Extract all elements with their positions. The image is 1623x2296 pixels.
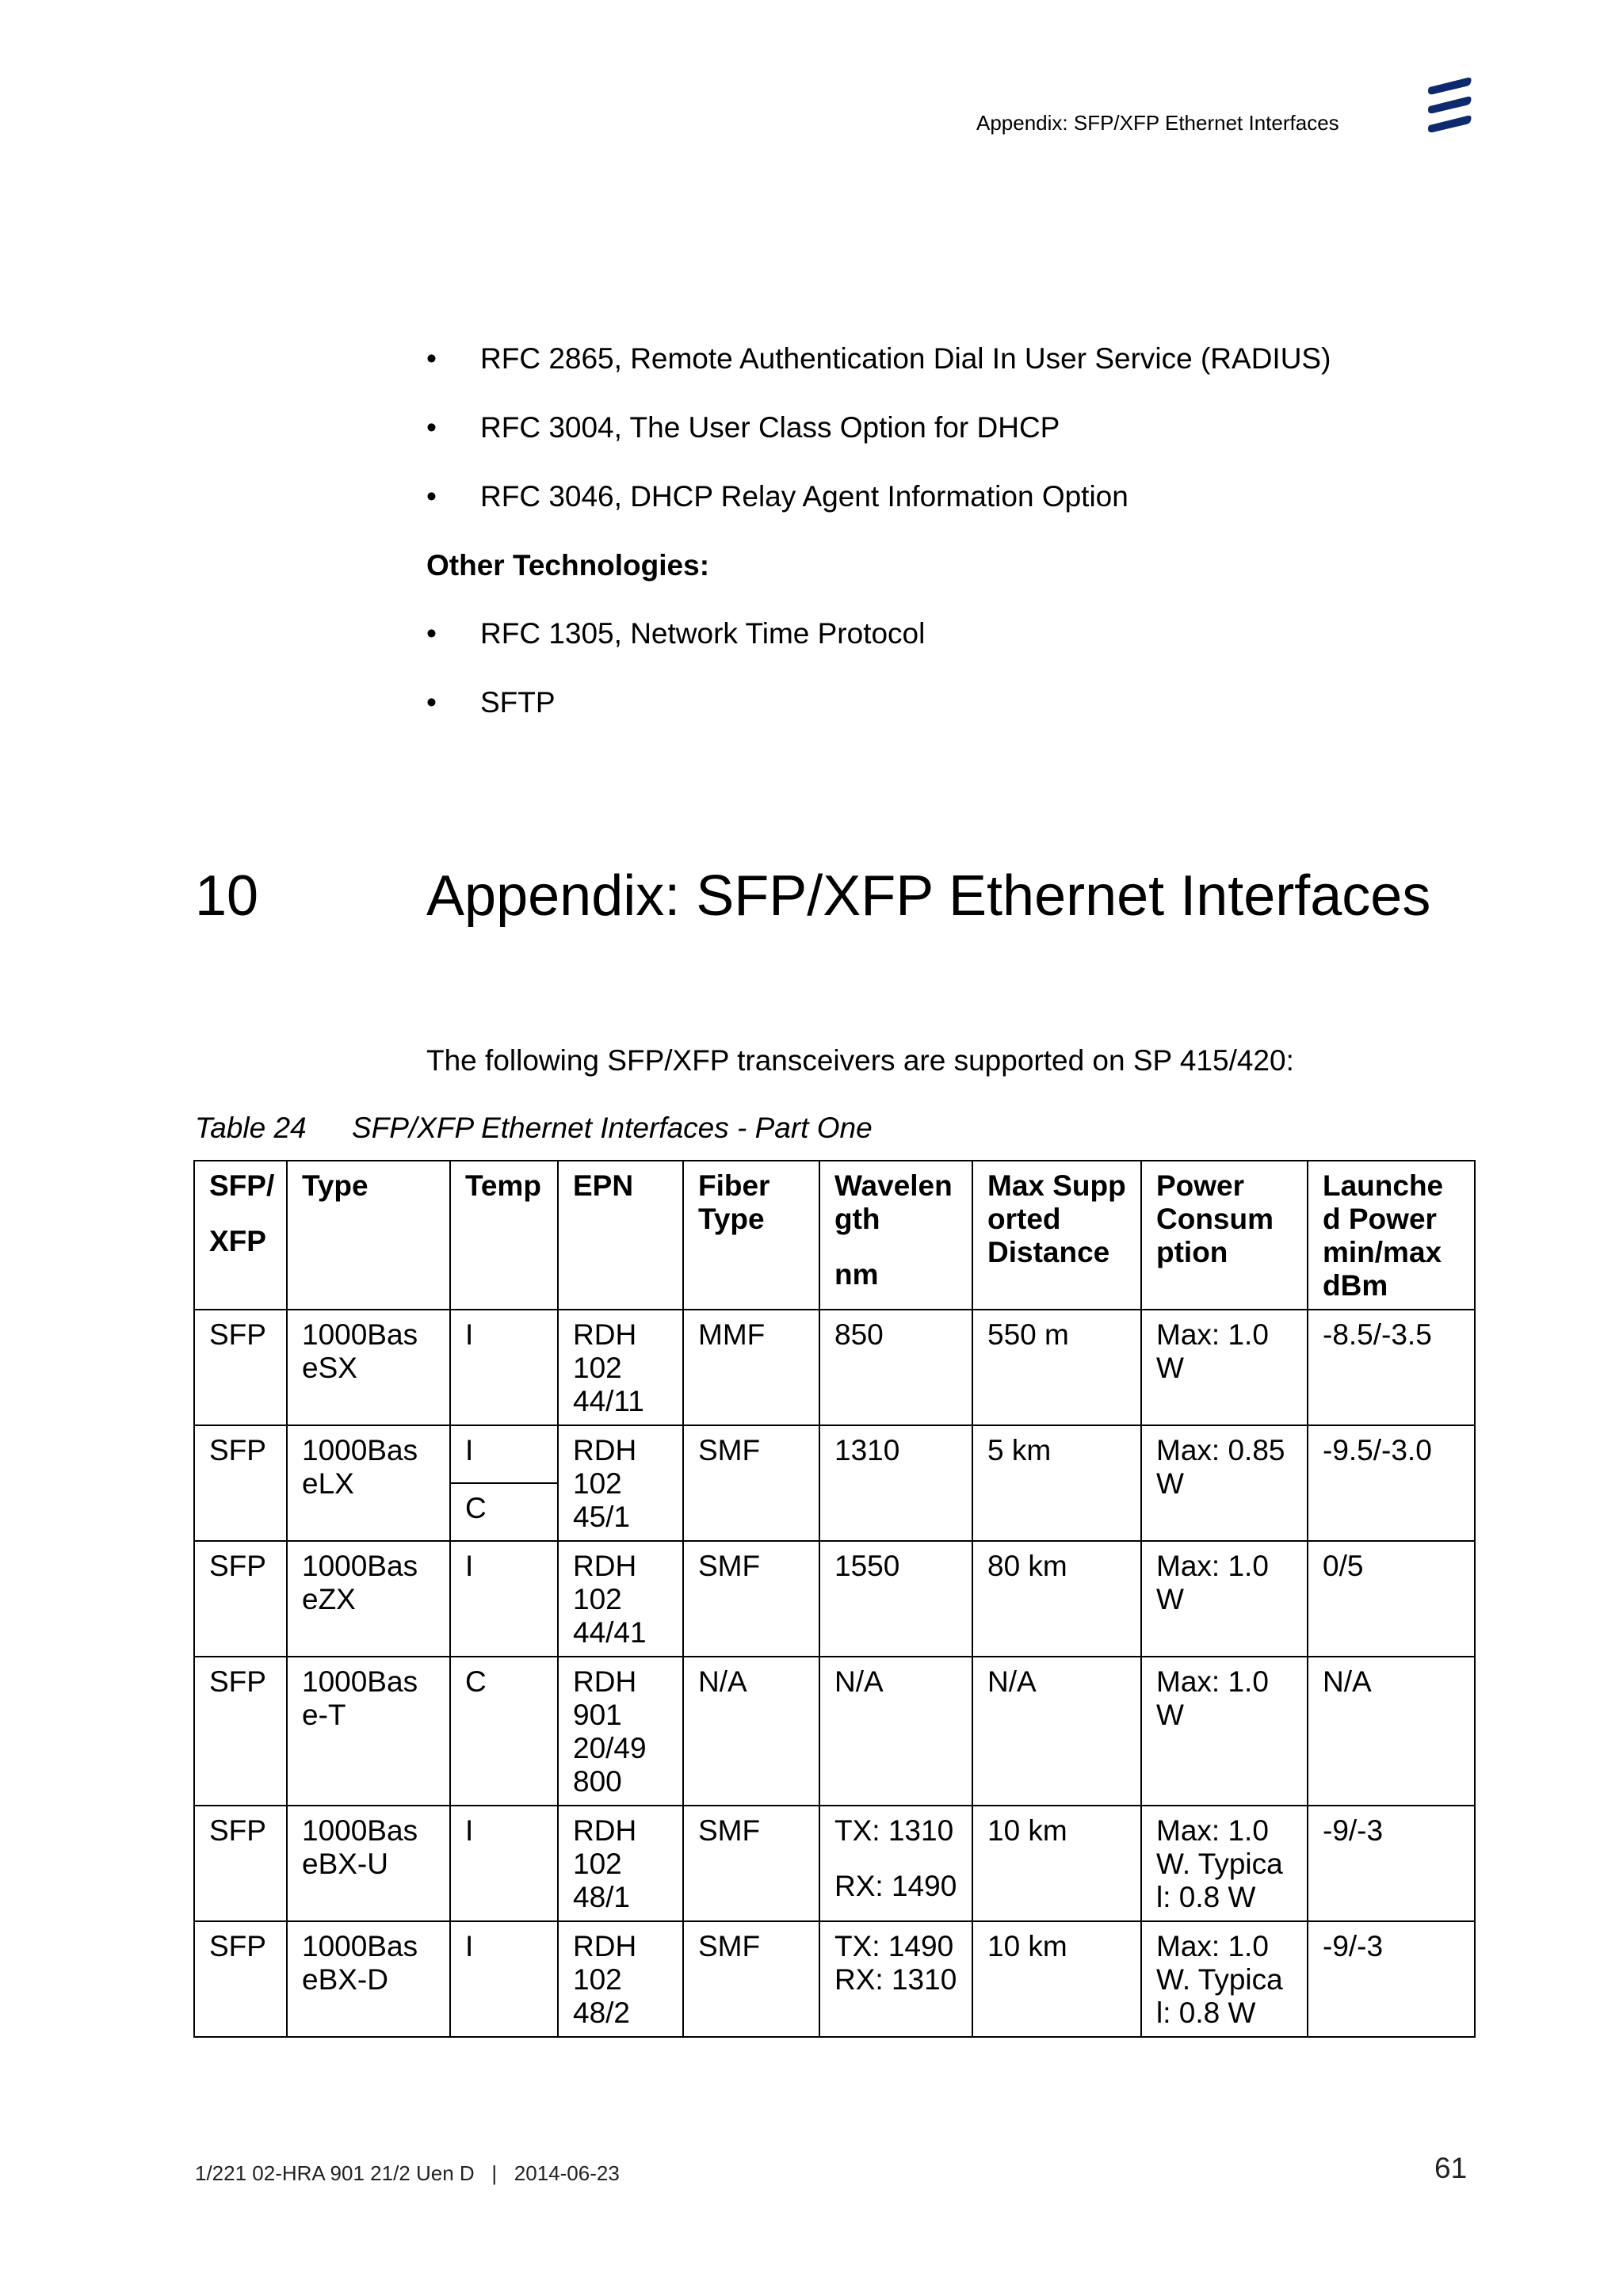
table-row [194, 1657, 1475, 1806]
cell-power: Max: 1.0 W. Typica l: 0.8 W [1141, 1806, 1308, 1921]
list-item-text: RFC 2865, Remote Authentication Dial In User Service (RADIUS) [480, 342, 1331, 375]
table-row [194, 1921, 1475, 2037]
header-wavelength: Wavelen gth nm [819, 1161, 972, 1310]
cell-launch-power: -8.5/-3.5 [1308, 1310, 1475, 1425]
list-item-text: SFTP [480, 686, 556, 719]
cell-type: 1000Bas eZX [287, 1541, 450, 1657]
cell-fiber: SMF [683, 1921, 819, 2037]
cell-sfp: SFP [194, 1425, 287, 1541]
cell-distance: 5 km [972, 1425, 1141, 1541]
list-item [426, 686, 1536, 755]
cell-launch-power: -9/-3 [1308, 1806, 1475, 1921]
cell-epn: RDH 102 48/2 [558, 1921, 683, 2037]
cell-power: Max: 1.0 W [1141, 1541, 1308, 1657]
cell-fiber: SMF [683, 1425, 819, 1541]
cell-sfp: SFP [194, 1657, 287, 1806]
cell-distance: 550 m [972, 1310, 1141, 1425]
page-number: 61 [1434, 2152, 1468, 2184]
cell-fiber: SMF [683, 1806, 819, 1921]
cell-wavelength: N/A [819, 1657, 972, 1806]
cell-temp: I [450, 1310, 558, 1425]
cell-temp: C [450, 1483, 558, 1541]
cell-power: Max: 0.85 W [1141, 1425, 1308, 1541]
cell-power: Max: 1.0 W [1141, 1657, 1308, 1806]
intro-paragraph: The following SFP/XFP transceivers are supported on SP 415/420: [426, 1044, 1294, 1077]
table-caption [195, 1112, 873, 1145]
header-epn: EPN [558, 1161, 683, 1310]
cell-temp: I [450, 1921, 558, 2037]
cell-launch-power: 0/5 [1308, 1541, 1475, 1657]
table-row [194, 1806, 1475, 1921]
table-header-row [194, 1161, 1475, 1310]
cell-distance: 10 km [972, 1921, 1141, 2037]
sfp-xfp-table [193, 1160, 1476, 2038]
cell-epn: RDH 102 48/1 [558, 1806, 683, 1921]
ericsson-logo-icon [1426, 76, 1472, 133]
bullet-marker: • [426, 480, 437, 513]
cell-fiber: N/A [683, 1657, 819, 1806]
bullet-marker: • [426, 686, 437, 719]
cell-fiber: SMF [683, 1541, 819, 1657]
list-item [426, 480, 1536, 549]
list-item [426, 617, 1536, 686]
cell-fiber: MMF [683, 1310, 819, 1425]
list-item [426, 342, 1536, 411]
list-item-text: RFC 3046, DHCP Relay Agent Information Option [480, 480, 1128, 513]
cell-wavelength: 1550 [819, 1541, 972, 1657]
cell-sfp: SFP [194, 1806, 287, 1921]
list-item-text: RFC 3004, The User Class Option for DHCP [480, 411, 1060, 444]
header-power: Power Consum ption [1141, 1161, 1308, 1310]
table-row [194, 1425, 1475, 1483]
cell-wavelength: 850 [819, 1310, 972, 1425]
cell-epn: RDH 102 44/11 [558, 1310, 683, 1425]
table-row [194, 1541, 1475, 1657]
list-item-text: RFC 1305, Network Time Protocol [480, 617, 926, 650]
bullet-marker: • [426, 411, 437, 444]
cell-wavelength: 1310 [819, 1425, 972, 1541]
table-number: Table 24 [195, 1112, 307, 1144]
cell-temp: I [450, 1425, 558, 1483]
chapter-title: Appendix: SFP/XFP Ethernet Interfaces [426, 864, 1431, 928]
cell-distance: 10 km [972, 1806, 1141, 1921]
cell-power: Max: 1.0 W [1141, 1310, 1308, 1425]
cell-temp: C [450, 1657, 558, 1806]
footer-doc-id: 1/221 02-HRA 901 21/2 Uen D [195, 2161, 475, 2185]
cell-power: Max: 1.0 W. Typica l: 0.8 W [1141, 1921, 1308, 2037]
cell-temp: I [450, 1541, 558, 1657]
cell-launch-power: -9/-3 [1308, 1921, 1475, 2037]
header-max-distance: Max Supp orted Distance [972, 1161, 1141, 1310]
header-fiber-type: Fiber Type [683, 1161, 819, 1310]
cell-distance: N/A [972, 1657, 1141, 1806]
header-sfp-xfp: SFP/ XFP [194, 1161, 287, 1310]
cell-type: 1000Bas eLX [287, 1425, 450, 1541]
other-technologies-heading: Other Technologies: [426, 549, 710, 582]
cell-sfp: SFP [194, 1310, 287, 1425]
cell-wavelength: TX: 1490 RX: 1310 [819, 1921, 972, 2037]
cell-type: 1000Bas eBX-D [287, 1921, 450, 2037]
cell-type: 1000Bas e-T [287, 1657, 450, 1806]
cell-type: 1000Bas eBX-U [287, 1806, 450, 1921]
running-header: Appendix: SFP/XFP Ethernet Interfaces [976, 111, 1339, 135]
footer-doc-info [195, 2161, 620, 2186]
cell-sfp: SFP [194, 1921, 287, 2037]
reference-list [426, 342, 1536, 755]
bullet-marker: • [426, 342, 437, 375]
cell-sfp: SFP [194, 1541, 287, 1657]
cell-epn: RDH 102 45/1 [558, 1425, 683, 1541]
header-temp: Temp [450, 1161, 558, 1310]
cell-launch-power: -9.5/-3.0 [1308, 1425, 1475, 1541]
chapter-heading [195, 864, 1430, 929]
list-item [426, 411, 1536, 480]
bullet-marker: • [426, 617, 437, 650]
cell-wavelength: TX: 1310 RX: 1490 [819, 1806, 972, 1921]
cell-type: 1000Bas eSX [287, 1310, 450, 1425]
cell-temp: I [450, 1806, 558, 1921]
footer-separator: | [491, 2161, 498, 2185]
cell-epn: RDH 102 44/41 [558, 1541, 683, 1657]
chapter-number: 10 [195, 864, 259, 928]
table-row [194, 1310, 1475, 1425]
table-title: SFP/XFP Ethernet Interfaces - Part One [352, 1112, 873, 1144]
cell-epn: RDH 901 20/49 800 [558, 1657, 683, 1806]
header-launch-power: Launche d Power min/max dBm [1308, 1161, 1475, 1310]
cell-launch-power: N/A [1308, 1657, 1475, 1806]
footer-date: 2014-06-23 [514, 2161, 620, 2185]
header-type: Type [287, 1161, 450, 1310]
cell-distance: 80 km [972, 1541, 1141, 1657]
